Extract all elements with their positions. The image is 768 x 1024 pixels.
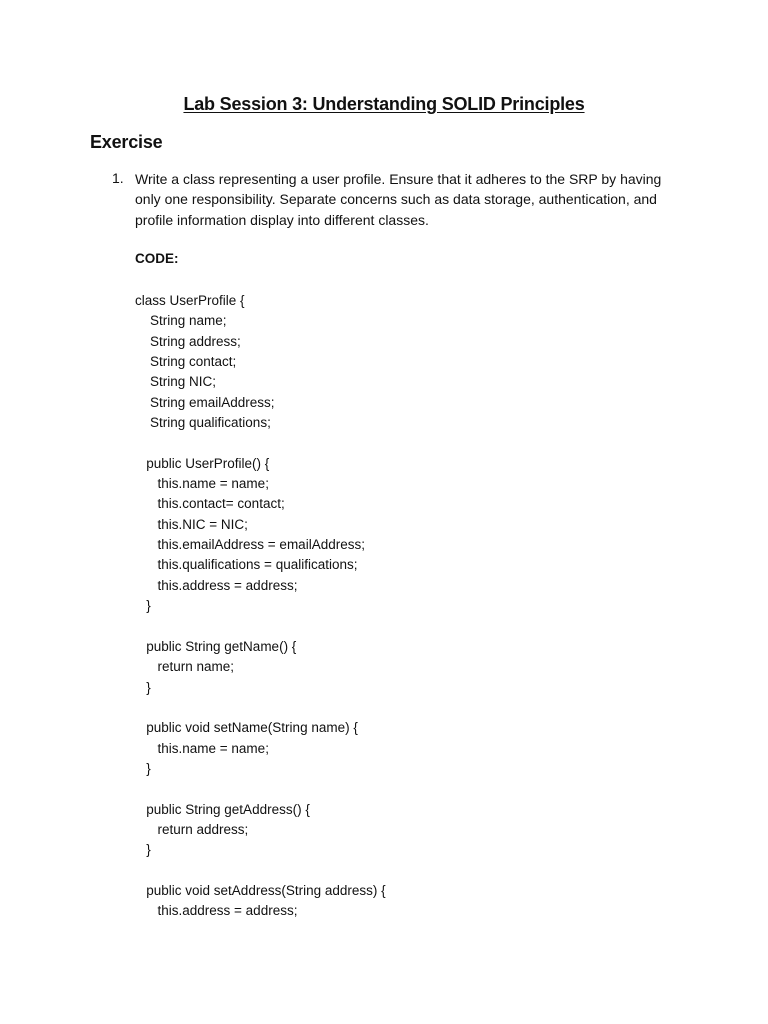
list-item-text xyxy=(135,169,665,230)
code-line: this.name = name; xyxy=(135,740,269,756)
list-item-text-line: profile information display into different classes. xyxy=(135,211,429,228)
code-line: this.NIC = NIC; xyxy=(135,516,248,532)
code-line: } xyxy=(135,842,151,858)
code-line: public String getAddress() { xyxy=(135,801,310,817)
code-line: String qualifications; xyxy=(135,415,271,431)
code-line: } xyxy=(135,760,151,776)
code-line: this.name = name; xyxy=(135,476,269,492)
code-line: String emailAddress; xyxy=(135,394,275,410)
code-line: String NIC; xyxy=(135,374,217,390)
code-line xyxy=(135,779,695,799)
code-line: this.contact= contact; xyxy=(135,496,285,512)
list-item-text-line: Write a class representing a user profile. Ensure that it adheres to the SRP by having xyxy=(135,171,662,187)
code-line: String contact; xyxy=(135,354,237,370)
code-line: public UserProfile() { xyxy=(135,455,270,471)
code-line: String name; xyxy=(135,313,227,329)
code-line: this.address = address; xyxy=(135,577,298,593)
code-line: class UserProfile { xyxy=(135,293,245,308)
code-line xyxy=(135,617,695,637)
code-line xyxy=(135,698,695,718)
code-line: } xyxy=(135,598,151,614)
section-heading: Exercise xyxy=(90,132,163,152)
code-line xyxy=(135,433,695,453)
code-line xyxy=(135,861,695,881)
code-block xyxy=(135,291,695,922)
code-line: this.qualifications = qualifications; xyxy=(135,557,358,573)
list-item-number: 1. xyxy=(112,170,124,186)
code-line: String address; xyxy=(135,333,241,349)
code-line: return name; xyxy=(135,659,235,675)
code-line: this.emailAddress = emailAddress; xyxy=(135,537,365,553)
code-line: this.address = address; xyxy=(135,903,298,919)
list-item-text-line: only one responsibility. Separate concerns such as data storage, authentication, and xyxy=(135,191,657,208)
code-line: public String getName() { xyxy=(135,638,297,654)
code-line: public void setAddress(String address) { xyxy=(135,882,386,898)
document-title: Lab Session 3: Understanding SOLID Principles xyxy=(183,94,585,114)
code-line: } xyxy=(135,679,151,695)
code-line: public void setName(String name) { xyxy=(135,720,358,736)
code-label: CODE: xyxy=(135,251,179,266)
code-line: return address; xyxy=(135,821,249,837)
